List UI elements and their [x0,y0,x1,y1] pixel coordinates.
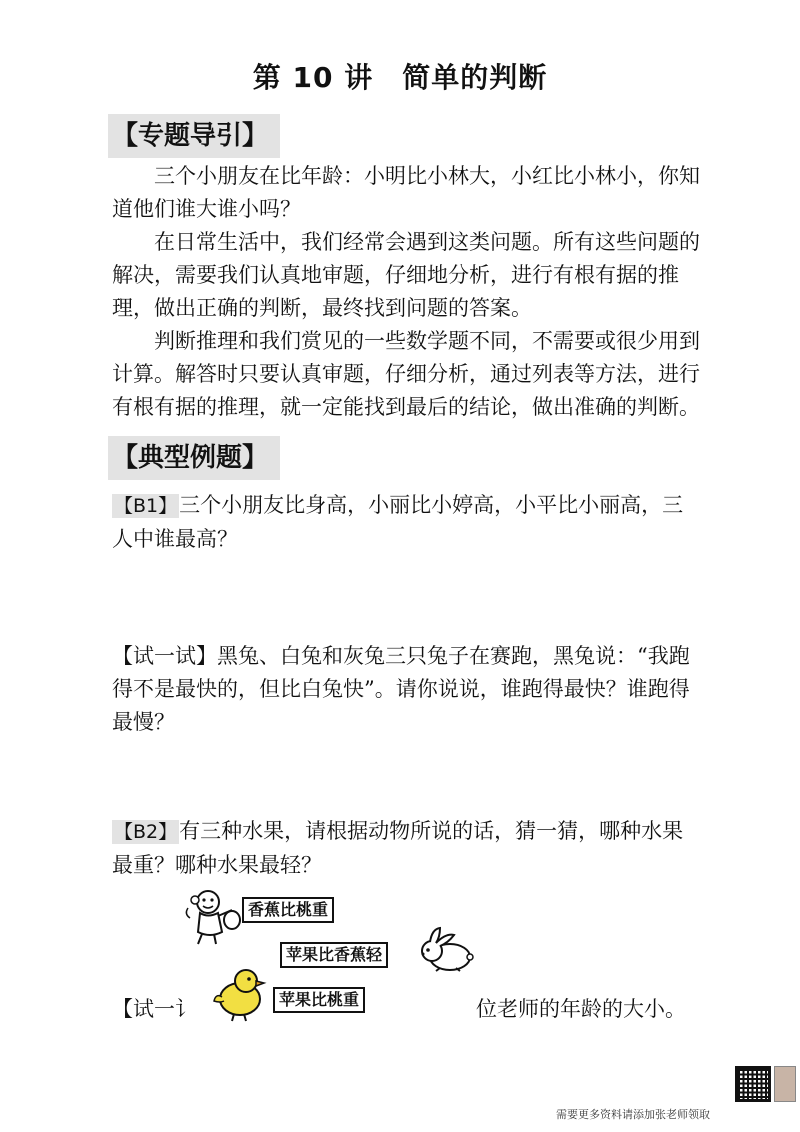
intro-paragraph-3: 判断推理和我们赏见的一些数学题不同，不需要或很少用到计算。解答时只要认真审题，仔细分析，通过列表等方法，进行有根有据的推理，就一定能找到最后的结论，做出准确的判断。 [112,329,700,419]
qr-code [735,1066,771,1102]
footer-note: 需要更多资料请添加张老师领取 [556,1108,710,1121]
example-b1-text: 三个小朋友比身高，小丽比小婷高，小平比小丽高，三人中谁最高？ [112,493,684,551]
section-heading-examples: 【典型例题】 [108,436,280,480]
example-b2 [112,815,702,882]
statement-box-1: 香蕉比桃重 [242,897,334,923]
statement-box-2: 苹果比香蕉轻 [280,942,388,968]
intro-paragraph-1: 三个小朋友在比年龄：小明比小林大，小红比小林小，你知道他们谁大谁小吗？ [112,164,700,221]
example-b2-text: 有三种水果，请根据动物所说的话，猜一猜，哪种水果最重？哪种水果最轻？ [112,819,684,877]
section-heading-intro: 【专题导引】 [108,114,280,158]
teacher-photo [774,1066,796,1102]
statement-box-3: 苹果比桃重 [273,987,365,1013]
rabbit-illustration [410,925,474,973]
try-it-1-tag: 【试一试】 [112,644,217,668]
example-b1-tag: 【B1】 [114,495,178,517]
try-it-2-partial-right: 位老师的年龄的大小。 [476,997,686,1021]
try-it-2-partial-left: 【试一讠 [112,997,196,1021]
try-it-1-text: 黑兔、白兔和灰兔三只兔子在赛跑，黑兔说：“我跑得不是最快的，但比白兔快”。请你说说，谁跑得最快？谁跑得最慢？ [112,644,690,734]
try-it-1 [112,640,702,739]
example-b2-tag: 【B2】 [114,821,178,843]
chick-illustration [210,963,268,1023]
monkey-illustration [182,886,244,948]
intro-paragraph-2: 在日常生活中，我们经常会遇到这类问题。所有这些问题的解决，需要我们认真地审题，仔细地分析，进行有根有据的推理，做出正确的判断，最终找到问题的答案。 [112,230,700,320]
page-title: 第 10 讲 简单的判断 [252,61,548,94]
example-b1 [112,489,702,556]
